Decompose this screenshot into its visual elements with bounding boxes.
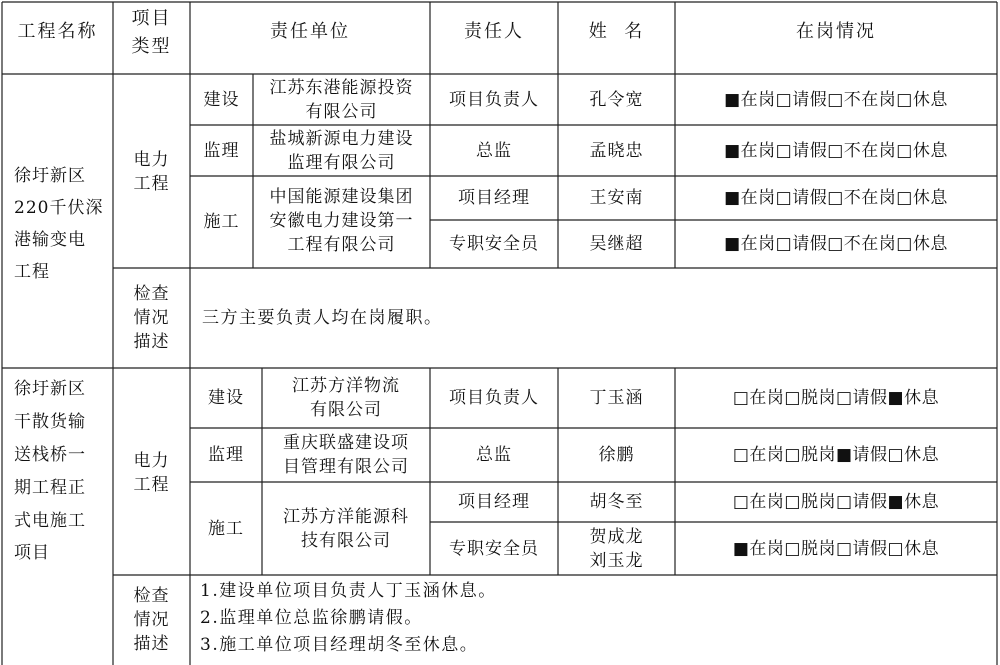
header-responsible-unit: 责任单位 [270, 21, 350, 42]
project2-type-line1: 电力 [133, 451, 170, 471]
p2-row2-status: □在岗□脱岗■请假□休息 [732, 445, 940, 465]
p2-check-label-line3: 描述 [133, 634, 170, 654]
header-name: 姓 名 [588, 21, 645, 42]
header-status: 在岗情况 [796, 21, 876, 42]
p1-row2-role: 监理 [203, 141, 240, 161]
p2-row3-status: □在岗□脱岗□请假■休息 [732, 492, 940, 512]
p1-row3-person: 王安南 [589, 188, 644, 208]
project2-type-line2: 工程 [133, 475, 170, 495]
p1-row2-unit-line1: 盐城新源电力建设 [269, 129, 414, 149]
project2-name-line2: 干散货输 [14, 412, 86, 432]
project1-name-line2: 220千伏深 [14, 198, 104, 218]
p2-row1-unit-line2: 有限公司 [310, 400, 382, 420]
p1-row4-position: 专职安全员 [449, 234, 539, 254]
project2-name-line1: 徐圩新区 [14, 379, 86, 399]
header-project-type-line2: 类型 [131, 36, 172, 57]
p1-check-label-line1: 检查 [133, 284, 170, 304]
header-project-type-line1: 项目 [131, 8, 172, 29]
project1-type-line1: 电力 [133, 150, 170, 170]
project1-name-line4: 工程 [14, 262, 50, 282]
p2-row2-unit-line1: 重庆联盛建设项 [283, 433, 409, 453]
project2-name-line4: 期工程正 [14, 478, 86, 498]
p2-check-line2: 2.监理单位总监徐鹏请假。 [200, 608, 423, 628]
p1-check-text: 三方主要负责人均在岗履职。 [202, 308, 443, 328]
p2-row2-person: 徐鹏 [598, 445, 635, 465]
p1-row1-role: 建设 [203, 90, 240, 110]
p1-row2-status: ■在岗□请假□不在岗□休息 [724, 141, 948, 161]
p2-row1-status: □在岗□脱岗□请假■休息 [732, 388, 940, 408]
p2-row2-role: 监理 [208, 445, 244, 465]
p2-check-line3: 3.施工单位项目经理胡冬至休息。 [200, 635, 479, 655]
p2-row3-position: 项目经理 [458, 492, 530, 512]
p2-check-line1: 1.建设单位项目负责人丁玉涵休息。 [200, 581, 497, 601]
project1-type-line2: 工程 [133, 174, 170, 194]
p1-check-label-line3: 描述 [133, 332, 170, 352]
p1-row3-unit-line1: 中国能源建设集团 [269, 187, 414, 207]
p1-row1-status: ■在岗□请假□不在岗□休息 [724, 90, 948, 110]
p1-row2-person: 孟晓忠 [589, 141, 644, 161]
p1-row1-unit-line1: 江苏东港能源投资 [269, 78, 414, 98]
p2-row1-position: 项目负责人 [449, 388, 539, 408]
p1-row2-position: 总监 [476, 141, 512, 161]
p1-row1-person: 孔令宽 [589, 90, 644, 110]
p1-row3-unit-line3: 工程有限公司 [287, 235, 396, 255]
p2-row2-unit-line2: 目管理有限公司 [283, 457, 409, 477]
project1-name-line1: 徐圩新区 [14, 166, 86, 186]
p1-row3-status: ■在岗□请假□不在岗□休息 [724, 188, 948, 208]
p1-check-label-line2: 情况 [133, 308, 170, 328]
p2-row2-position: 总监 [476, 445, 512, 465]
project2-name-line3: 送栈桥一 [14, 445, 86, 465]
p1-row1-unit-line2: 有限公司 [305, 102, 378, 122]
header-project-name: 工程名称 [17, 21, 98, 42]
header-responsible-person: 责任人 [464, 21, 524, 42]
p2-check-label-line1: 检查 [133, 586, 170, 606]
p2-row1-person: 丁玉涵 [589, 388, 644, 408]
p2-row4-status: ■在岗□脱岗□请假□休息 [732, 539, 940, 559]
project2-name-line5: 式电施工 [14, 511, 86, 531]
p2-row1-role: 建设 [208, 388, 244, 408]
p2-row3-role: 施工 [208, 519, 244, 539]
p1-row1-position: 项目负责人 [449, 90, 539, 110]
p1-row3-role: 施工 [203, 212, 240, 232]
p1-row3-position: 项目经理 [458, 188, 530, 208]
p2-row4-person-line1: 贺成龙 [589, 527, 644, 547]
p1-row2-unit-line2: 监理有限公司 [287, 153, 396, 173]
p1-row3-unit-line2: 安徽电力建设第一 [269, 211, 414, 231]
p1-row4-person: 吴继超 [589, 234, 644, 254]
p2-check-label-line2: 情况 [133, 610, 170, 630]
p2-row4-person-line2: 刘玉龙 [589, 551, 644, 571]
p1-row4-status: ■在岗□请假□不在岗□休息 [724, 234, 948, 254]
project1-name-line3: 港输变电 [14, 230, 86, 250]
p2-row3-person: 胡冬至 [589, 492, 644, 512]
project2-name-line6: 项目 [14, 543, 50, 563]
p2-row1-unit-line1: 江苏方洋物流 [292, 376, 400, 396]
p2-row4-position: 专职安全员 [449, 539, 539, 559]
p2-row3-unit-line1: 江苏方洋能源科 [283, 507, 409, 527]
p2-row3-unit-line2: 技有限公司 [301, 531, 391, 551]
